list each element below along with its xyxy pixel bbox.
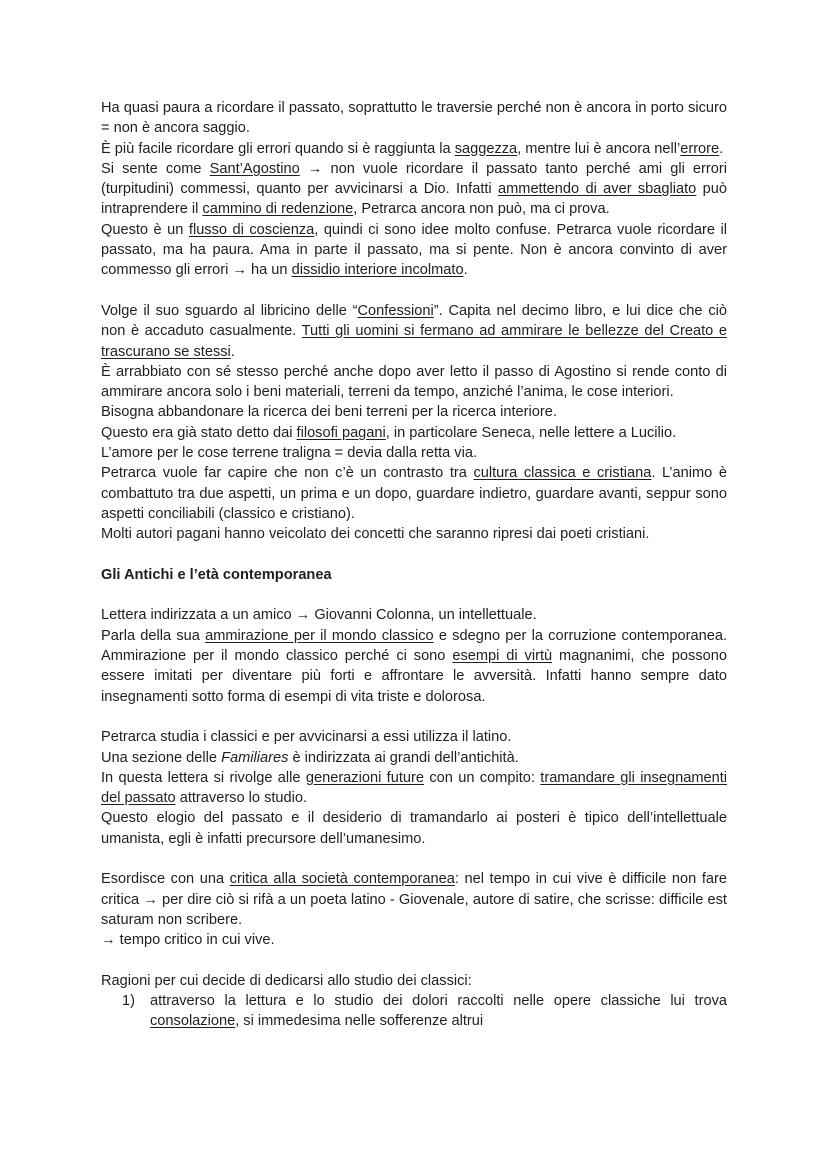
section-heading (101, 565, 727, 585)
text-run: Si sente come (101, 160, 210, 177)
underlined-text: saggezza (454, 140, 518, 157)
text-run: , quindi ci sono idee molto confuse. Petrarca vuole ricordare il passato, ma ha paura. Ama in parte il passato, ma si pente. Non è ancora convinto di aver commesso gli errori → ha un (101, 221, 727, 279)
text-run: Una sezione delle (101, 749, 222, 766)
list-number: 1) (122, 993, 135, 1010)
text-run: Questo era già stato detto dai (101, 424, 297, 441)
paragraph (101, 748, 727, 768)
paragraph-spacer (101, 707, 727, 727)
paragraph (101, 768, 727, 809)
text-run: In questa lettera si rivolge alle (101, 769, 306, 786)
paragraph (101, 443, 727, 463)
italic-text: Familiares (221, 749, 289, 766)
text-run: Questo elogio del passato e il desiderio di tramandarlo ai posteri è tipico dell’intellettuale umanista, egli è infatti precursore dell’umanesimo. (101, 810, 727, 847)
paragraph (101, 971, 727, 991)
text-run: Parla della sua (101, 627, 206, 644)
underlined-text: Sant’Agostino (209, 160, 300, 177)
paragraph (101, 930, 727, 950)
text-run: , mentre lui è ancora nell’ (517, 140, 681, 157)
text-run: può intraprendere il (101, 181, 727, 218)
text-run: e sdegno per la corruzione contemporanea. Ammirazione per il mondo classico perché ci sono (101, 627, 727, 665)
underlined-text: dissidio interiore incolmato (291, 262, 464, 279)
underlined-text: errore (680, 140, 720, 157)
underlined-text: flusso di coscienza (188, 221, 315, 238)
text-run: Questo è un (101, 221, 189, 238)
paragraph (101, 605, 727, 625)
paragraph (101, 98, 727, 139)
text-run: Gli Antichi e l’età contemporanea (101, 566, 332, 583)
text-run: , Petrarca ancora non può, ma ci prova. (353, 201, 610, 218)
underlined-text: cammino di redenzione (202, 201, 354, 218)
underlined-text: cultura classica e cristiana (473, 465, 652, 482)
text-run: è indirizzata ai grandi dell’antichità. (288, 749, 519, 766)
underlined-text: Confessioni (357, 302, 434, 319)
text-run: : nel tempo in cui vive è difficile non fare critica → per dire ciò si rifà a un poeta latino - Giovenale, autore di satire, che scrisse: difficile est saturam non scribere. (101, 871, 727, 928)
document-page (101, 98, 727, 1032)
text-run: Volge il suo sguardo al libricino delle “ (101, 302, 358, 319)
text-run: ”. Capita nel decimo libro, e lui dice che ciò non è accaduto casualmente. (101, 302, 728, 340)
text-run: → tempo critico in cui vive. (101, 932, 275, 949)
text-run: con un compito: (423, 769, 541, 786)
underlined-text: consolazione (150, 1013, 236, 1030)
underlined-text: filosofi pagani (296, 424, 386, 441)
paragraph-spacer (101, 950, 727, 970)
text-run: Molti autori pagani hanno veicolato dei concetti che saranno ripresi dai poeti cristiani. (101, 526, 650, 543)
text-run: È arrabbiato con sé stesso perché anche dopo aver letto il passo di Agostino si rende conto di ammirare ancora solo i beni materiali, terreni da tempo, anziché l’anima, le cose interiori. (101, 363, 727, 401)
paragraph (101, 220, 727, 281)
paragraph (101, 463, 727, 524)
paragraph (101, 869, 727, 930)
text-run: Esordisce con una (101, 871, 230, 888)
text-run: Petrarca studia i classici e per avvicinarsi a essi utilizza il latino. (101, 729, 512, 746)
text-run: L’amore per le cose terrene traligna = devia dalla retta via. (101, 445, 478, 462)
text-run: . (463, 262, 468, 279)
text-run: . L’animo è combattuto tra due aspetti, un prima e un dopo, guardare indietro, guardare avanti, seppur sono aspetti conciliabili (classico e cristiano). (101, 465, 727, 522)
underlined-text: critica alla società contemporanea (229, 871, 455, 888)
paragraph (101, 402, 727, 422)
paragraph (101, 301, 727, 362)
underlined-text: Tutti gli uomini si fermano ad ammirare le bellezze del Creato e trascurano se stessi (101, 323, 728, 360)
text-run: . (230, 343, 235, 360)
text-run: , in particolare Seneca, nelle lettere a Lucilio. (385, 424, 677, 441)
text-run: . (719, 140, 724, 157)
paragraph-spacer (101, 585, 727, 605)
text-run: attraverso la lettura e lo studio dei dolori raccolti nelle opere classiche lui trova (150, 993, 727, 1010)
paragraph (101, 423, 727, 443)
paragraph (101, 159, 727, 220)
paragraph (101, 727, 727, 747)
text-run: Ha quasi paura a ricordare il passato, soprattutto le traversie perché non è ancora in porto sicuro = non è ancora saggio. (101, 100, 727, 137)
paragraph (101, 524, 727, 544)
text-run: Petrarca vuole far capire che non c’è un contrasto tra (101, 465, 474, 482)
underlined-text: esempi di virtù (452, 648, 553, 665)
paragraph (101, 139, 727, 159)
text-run: magnanimi, che possono essere imitati per diventare più forti e affrontare le avversità. Infatti hanno sempre dato insegnamenti sotto forma di esempi di vita triste e dolorosa. (101, 648, 727, 705)
paragraph (101, 626, 727, 707)
underlined-text: ammettendo di aver sbagliato (498, 181, 697, 198)
text-run: attraverso lo studio. (175, 790, 308, 807)
text-run: Bisogna abbandonare la ricerca dei beni terreni per la ricerca interiore. (101, 404, 557, 421)
paragraph (101, 362, 727, 403)
underlined-text: generazioni future (305, 769, 424, 786)
text-run: , si immedesima nelle sofferenze altrui (235, 1013, 484, 1030)
paragraph (101, 808, 727, 849)
underlined-text: ammirazione per il mondo classico (205, 627, 434, 644)
paragraph-spacer (101, 849, 727, 869)
text-run: È più facile ricordare gli errori quando si è raggiunta la (101, 140, 455, 157)
underlined-text: tramandare gli insegnamenti del passato (101, 769, 728, 807)
paragraph-spacer (101, 281, 727, 301)
text-run: Lettera indirizzata a un amico → Giovanni Colonna, un intellettuale. (101, 607, 537, 624)
list-item (101, 991, 727, 1032)
text-run: → non vuole ricordare il passato tanto perché ami gli errori (turpitudini) commessi, quanto per avvicinarsi a Dio. Infatti (101, 160, 727, 198)
paragraph-spacer (101, 545, 727, 565)
text-run: Ragioni per cui decide di dedicarsi allo studio dei classici: (101, 972, 472, 989)
